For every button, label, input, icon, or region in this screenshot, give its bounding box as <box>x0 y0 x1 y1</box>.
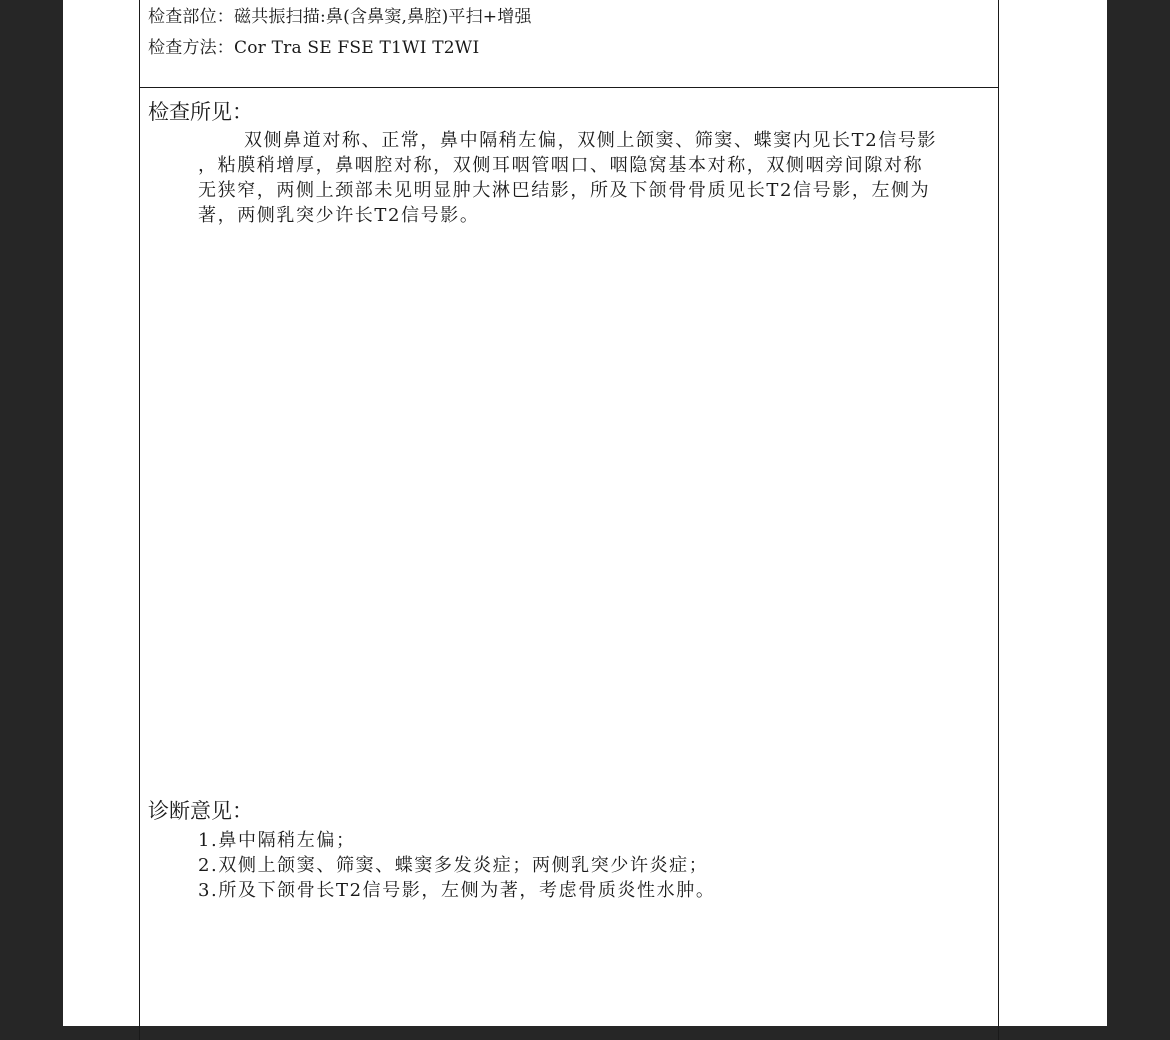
findings-line: ，粘膜稍增厚，鼻咽腔对称，双侧耳咽管咽口、咽隐窝基本对称，双侧咽旁间隙对称 <box>198 155 924 176</box>
report-page <box>63 0 1107 1026</box>
report-frame <box>139 0 999 1040</box>
findings-line: 双侧鼻道对称、正常，鼻中隔稍左偏，双侧上颌窦、筛窦、蝶窦内见长T2信号影 <box>244 130 938 151</box>
diagnosis-item: 1.鼻中隔稍左偏； <box>198 830 356 851</box>
diagnosis-item: 2.双侧上颌窦、筛窦、蝶窦多发炎症；两侧乳突少许炎症； <box>198 855 709 876</box>
findings-heading: 检查所见： <box>148 100 253 124</box>
diagnosis-heading: 诊断意见： <box>148 799 253 823</box>
exam-part: 检查部位：磁共振扫描:鼻(含鼻窦,鼻腔)平扫+增强 <box>148 7 532 27</box>
diagnosis-item: 3.所及下颌骨长T2信号影，左侧为著，考虑骨质炎性水肿。 <box>198 880 716 901</box>
exam-method: 检查方法：Cor Tra SE FSE T1WI T2WI <box>148 38 480 58</box>
section-divider <box>140 87 998 88</box>
findings-line: 著，两侧乳突少许长T2信号影。 <box>198 205 480 226</box>
findings-line: 无狭窄，两侧上颈部未见明显肿大淋巴结影，所及下颌骨骨质见长T2信号影，左侧为 <box>198 180 931 201</box>
